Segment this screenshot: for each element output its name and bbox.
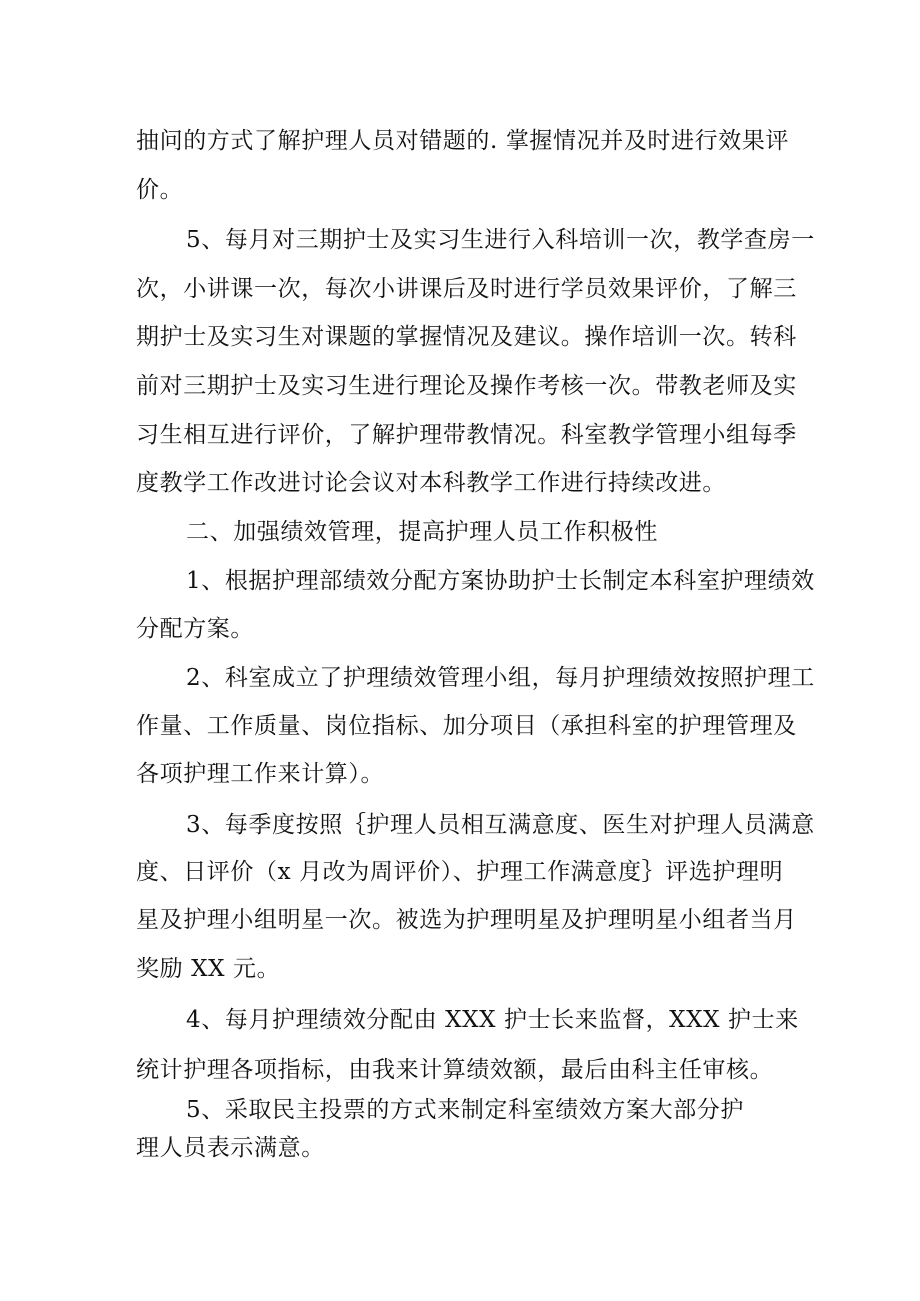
text-line: 5、每月对三期护士及实习生进行入科培训一次，教学查房一 (186, 227, 815, 253)
text-line: 分配方案。 (136, 616, 254, 642)
text-line: 3、每季度按照｛护理人员相互满意度、医生对护理人员满意 (186, 812, 815, 838)
text-line: 前对三期护士及实习生进行理论及操作考核一次。带教老师及实 (136, 373, 797, 399)
text-line: 次，小讲课一次，每次小讲课后及时进行学员效果评价，了解三 (136, 276, 797, 302)
text-line: 各项护理工作来计算）。 (136, 761, 385, 787)
text-line: 价。 (136, 177, 184, 203)
text-line: 理人员表示满意。 (136, 1135, 325, 1161)
text-line: 度教学工作改进讨论会议对本科教学工作进行持续改进。 (136, 470, 726, 496)
text-line: 奖励 XX 元。 (136, 956, 281, 982)
text-line: 作量、工作质量、岗位指标、加分项目（承担科室的护理管理及 (136, 713, 797, 739)
text-line: 统计护理各项指标，由我来计算绩效额，最后由科主任审核。 (136, 1057, 774, 1083)
text-line: 度、日评价（x 月改为周评价）、护理工作满意度｝评选护理明 (136, 859, 784, 885)
text-line: 抽问的方式了解护理人员对错题的. 掌握情况并及时进行效果评 (136, 128, 790, 154)
section-heading: 二、加强绩效管理，提高护理人员工作积极性 (186, 519, 658, 545)
text-line: 5、采取民主投票的方式来制定科室绩效方案大部分护 (186, 1097, 745, 1123)
text-line: 习生相互进行评价，了解护理带教情况。科室教学管理小组每季 (136, 422, 797, 448)
text-line: 1、根据护理部绩效分配方案协助护士长制定本科室护理绩效 (186, 568, 815, 594)
text-line: 星及护理小组明星一次。被选为护理明星及护理明星小组者当月 (136, 907, 797, 933)
text-line: 2、科室成立了护理绩效管理小组，每月护理绩效按照护理工 (186, 665, 815, 691)
text-line: 期护士及实习生对课题的掌握情况及建议。操作培训一次。转科 (136, 324, 797, 350)
text-line: 4、每月护理绩效分配由 XXX 护士长来监督，XXX 护士来 (186, 1007, 799, 1033)
